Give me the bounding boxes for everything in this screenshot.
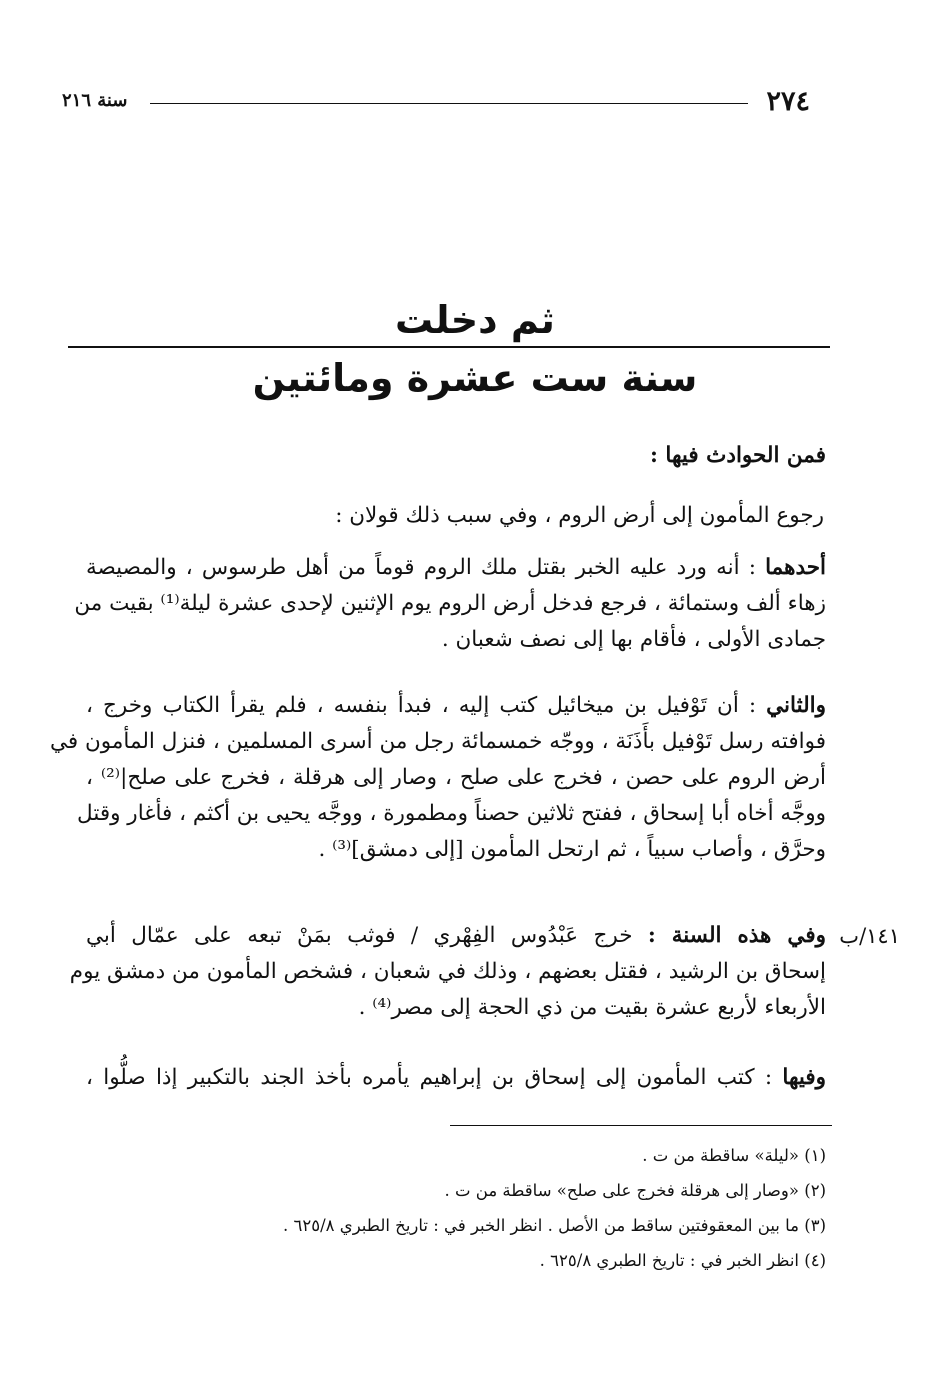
- paragraph-2-lead: أحدهما: [765, 555, 826, 580]
- paragraph-3: [49, 688, 827, 868]
- footnote-rule: [450, 1125, 832, 1126]
- running-title: سنة ٢١٦: [62, 90, 128, 111]
- header-rule: [150, 103, 748, 104]
- paragraph-1: [86, 498, 826, 534]
- paragraph-3-line-1: [86, 688, 826, 724]
- paragraph-4-lead: وفي هذه السنة :: [647, 923, 826, 948]
- paragraph-3-line-4: ووجَّه أخاه أبا إسحاق ، ففتح ثلاثين حصناً ومطمورة ، ووجَّه يحيى بن أكثم ، فأغار وقتل: [77, 801, 826, 826]
- paragraph-5-text-1: : كتب المأمون إلى إسحاق بن إبراهيم يأمره بأخذ الجند بالتكبير إذا صلُّوا ،: [86, 1065, 773, 1090]
- footnote-2: (٢) «وصار إلى هرقلة فخرج على صلح» ساقطة من ت .: [444, 1181, 826, 1200]
- paragraph-3-text-1: : أن تَوْفيل بن ميخائيل كتب إليه ، فبدأ بنفسه ، فلم يقرأ الكتاب وخرج ،: [86, 693, 757, 718]
- page-number: ٢٧٤: [766, 86, 810, 117]
- paragraph-4-line-1: [86, 918, 826, 954]
- paragraph-2-text-1: : أنه ورد عليه الخبر بقتل ملك الروم قوماً من أهل طرسوس ، والمصيصة: [86, 555, 756, 580]
- paragraph-5-line-1: [86, 1060, 826, 1096]
- footnote-3: (٣) ما بين المعقوفتين ساقط من الأصل . انظر الخبر في : تاريخ الطبري ٦٢٥/٨ .: [283, 1216, 826, 1235]
- paragraph-2-line-3: جمادى الأولى ، فأقام بها إلى نصف شعبان .: [441, 627, 826, 652]
- paragraph-2-line-2: زهاء ألف وستمائة ، فرجع فدخل أرض الروم يوم الإثنين لإحدى عشرة ليلة⁽¹⁾ بقيت من: [74, 591, 826, 616]
- paragraph-1-line: رجوع المأمون إلى أرض الروم ، وفي سبب ذلك قولان :: [335, 503, 824, 528]
- intro-line: [86, 438, 826, 474]
- paragraph-4-text-1: خرج عَبْدُوس الفِهْري / فوثب بمَنْ تبعه على عمّال أبي: [86, 923, 633, 948]
- footnote-4: (٤) انظر الخبر في : تاريخ الطبري ٦٢٥/٨ .: [539, 1251, 826, 1270]
- paragraph-3-line-2: فوافته رسل تَوْفيل بأَذَنَة ، ووجّه خمسمائة رجل من أسرى المسلمين ، فنزل المأمون في: [49, 729, 826, 754]
- paragraph-4: [69, 918, 826, 1026]
- chapter-title-line1: ثم دخلت: [395, 298, 555, 342]
- paragraph-3-lead: والثاني: [766, 693, 826, 718]
- paragraph-4-line-2: إسحاق بن الرشيد ، فقتل بعضهم ، وذلك في شعبان ، فشخص المأمون من دمشق يوم: [69, 959, 826, 984]
- chapter-title-line2: سنة ست عشرة ومائتين: [252, 356, 698, 400]
- paragraph-2: [74, 550, 826, 658]
- intro-heading: فمن الحوادث فيها :: [650, 443, 826, 468]
- footnote-1: (١) «ليلة» ساقطة من ت .: [642, 1146, 826, 1165]
- paragraph-3-line-5: وحرَّق ، وأصاب سبياً ، ثم ارتحل المأمون [إلى دمشق]⁽³⁾ .: [318, 837, 826, 862]
- paragraph-5: [86, 1060, 826, 1096]
- paragraph-5-lead: وفيها: [782, 1065, 826, 1090]
- paragraph-4-line-3: الأربعاء لأربع عشرة بقيت من ذي الحجة إلى مصر⁽⁴⁾ .: [358, 995, 826, 1020]
- paragraph-3-line-3: أرض الروم على حصن ، فخرج على صلح ، وصار إلى هرقلة ، فخرج على صلح|⁽²⁾ ،: [86, 765, 827, 790]
- manuscript-folio-note: ١٤١/ب: [839, 924, 900, 948]
- paragraph-2-line-1: [86, 550, 826, 586]
- title-rule: [68, 346, 830, 348]
